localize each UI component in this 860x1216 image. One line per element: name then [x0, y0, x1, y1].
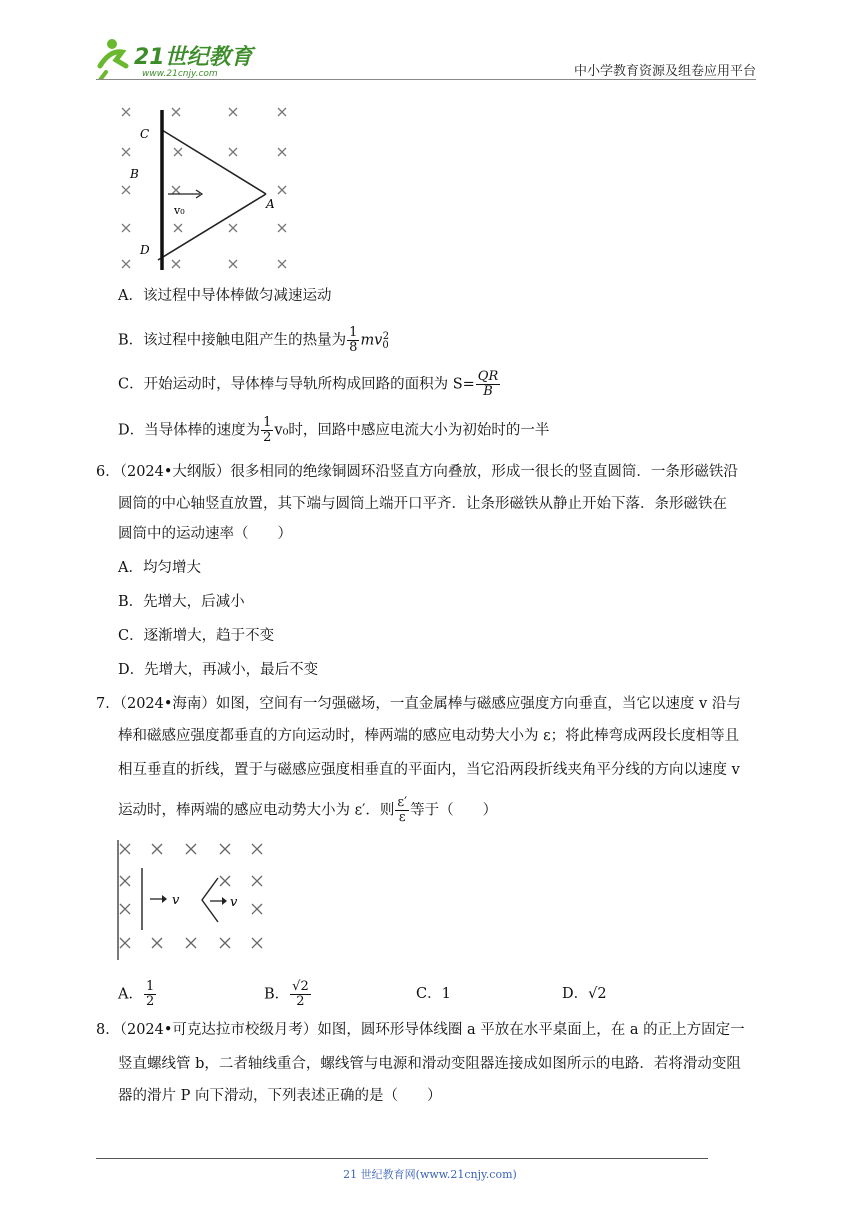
q7-stem-line3: 相互垂直的折线，置于与磁感应强度相垂直的平面内，当它沿两段折线夹角平分线的方向以速度 v — [118, 762, 740, 778]
label-v0: v₀ — [174, 204, 185, 217]
q6-option-d: D．先增大，再减小，最后不变 — [118, 662, 319, 678]
label-c: C — [140, 127, 150, 141]
q7-stem-line4 — [118, 796, 497, 825]
q8-stem-line1: 8．（2024•可克达拉市校级月考）如图，圆环形导体线圈 a 平放在水平桌面上，在 a 的正上方固定一 — [96, 1022, 745, 1038]
svg-text:www.21cnjy.com: www.21cnjy.com — [142, 69, 218, 79]
header-divider — [96, 79, 756, 80]
footer-divider — [96, 1158, 708, 1159]
q5-option-c-fraction: $\frac{QR}{B}$ — [477, 369, 499, 399]
q5-option-b: B．该过程中接触电阻产生的热量为 $\frac{1}{8}$ $mv_0^2$ — [118, 325, 390, 355]
q5-option-c-text: C．开始运动时，导体棒与导轨所构成回路的面积为 S= — [118, 376, 475, 393]
q7-stem-line2: 棒和磁感应强度都垂直的方向运动时，棒两端的感应电动势大小为 ε；将此棒弯成两段长度相等且 — [118, 728, 740, 744]
q6-option-c: C．逐渐增大，趋于不变 — [118, 628, 275, 644]
q8-stem-line2: 竖直螺线管 b，二者轴线重合，螺线管与电源和滑动变阻器连接成如图所示的电路．若将滑动变阻 — [118, 1056, 741, 1072]
svg-text:21世纪教育: 21世纪教育 — [134, 45, 253, 70]
q5-option-d — [118, 416, 549, 445]
q7-option-a: A． $\frac{1}{2}$ — [118, 979, 155, 1009]
q5-option-d-text: D．当导体棒的速度为 — [118, 422, 261, 439]
q5-option-c — [118, 370, 501, 399]
q5-option-b-text: B．该过程中接触电阻产生的热量为 — [118, 332, 347, 349]
header-platform-text: 中小学教育资源及组卷应用平台 — [573, 64, 756, 79]
q6-option-a: A．均匀增大 — [118, 560, 201, 576]
q7-figure — [114, 838, 274, 962]
q6-option-b: B．先增大，后减小 — [118, 594, 245, 610]
q5-figure — [116, 100, 296, 272]
label-d: D — [140, 243, 150, 257]
q7-option-b: B． $\frac{√2}{2}$ — [264, 979, 309, 1009]
q6-stem-line3: 圆筒中的运动速率（ ） — [118, 526, 292, 542]
q8-stem-line3: 器的滑片 P 向下滑动，下列表述正确的是（ ） — [118, 1088, 442, 1104]
q7-option-b-fraction: $\frac{√2}{2}$ — [292, 979, 309, 1009]
q6-stem-line2: 圆筒的中心轴竖直放置，其下端与圆筒上端开口平齐．让条形磁铁从静止开始下落．条形磁铁在 — [118, 496, 727, 512]
q7-stem-line4-tail: 等于（ ） — [410, 802, 498, 819]
label-a: A — [266, 197, 275, 211]
footer-link[interactable]: 21 世纪教育网(www.21cnjy.com) — [343, 1168, 517, 1181]
q5-option-d-fraction: $\frac{1}{2}$ — [263, 415, 272, 445]
site-logo — [96, 36, 266, 80]
q5-option-d-tail: v₀时，回路中感应电流大小为初始时的一半 — [274, 422, 550, 439]
q7-ratio-fraction: $\frac{\varepsilon'}{\varepsilon}$ — [397, 795, 408, 825]
q7-stem-line1: 7．（2024•海南）如图，空间有一匀强磁场，一直金属棒与磁感应强度方向垂直，当它以速度 v 沿与 — [96, 696, 741, 712]
q7-option-a-fraction: $\frac{1}{2}$ — [145, 979, 155, 1009]
q6-stem-line1: 6．（2024•大纲版）很多相同的绝缘铜圆环沿竖直方向叠放，形成一很长的竖直圆筒．一条形磁铁沿 — [96, 464, 738, 480]
q7-option-d: D．√2 — [562, 986, 607, 1002]
q7-figure-v2: v — [230, 895, 238, 910]
q7-option-c: C．1 — [416, 986, 451, 1002]
q5-option-b-mv: mv — [360, 332, 383, 349]
q5-option-a: A．该过程中导体棒做匀减速运动 — [118, 288, 332, 304]
label-b: B — [130, 167, 139, 181]
q7-figure-v1: v — [172, 893, 180, 908]
q5-option-b-fraction: $\frac{1}{8}$ — [349, 325, 358, 355]
q7-stem-line4-text: 运动时，棒两端的感应电动势大小为 ε′．则 — [118, 802, 395, 819]
